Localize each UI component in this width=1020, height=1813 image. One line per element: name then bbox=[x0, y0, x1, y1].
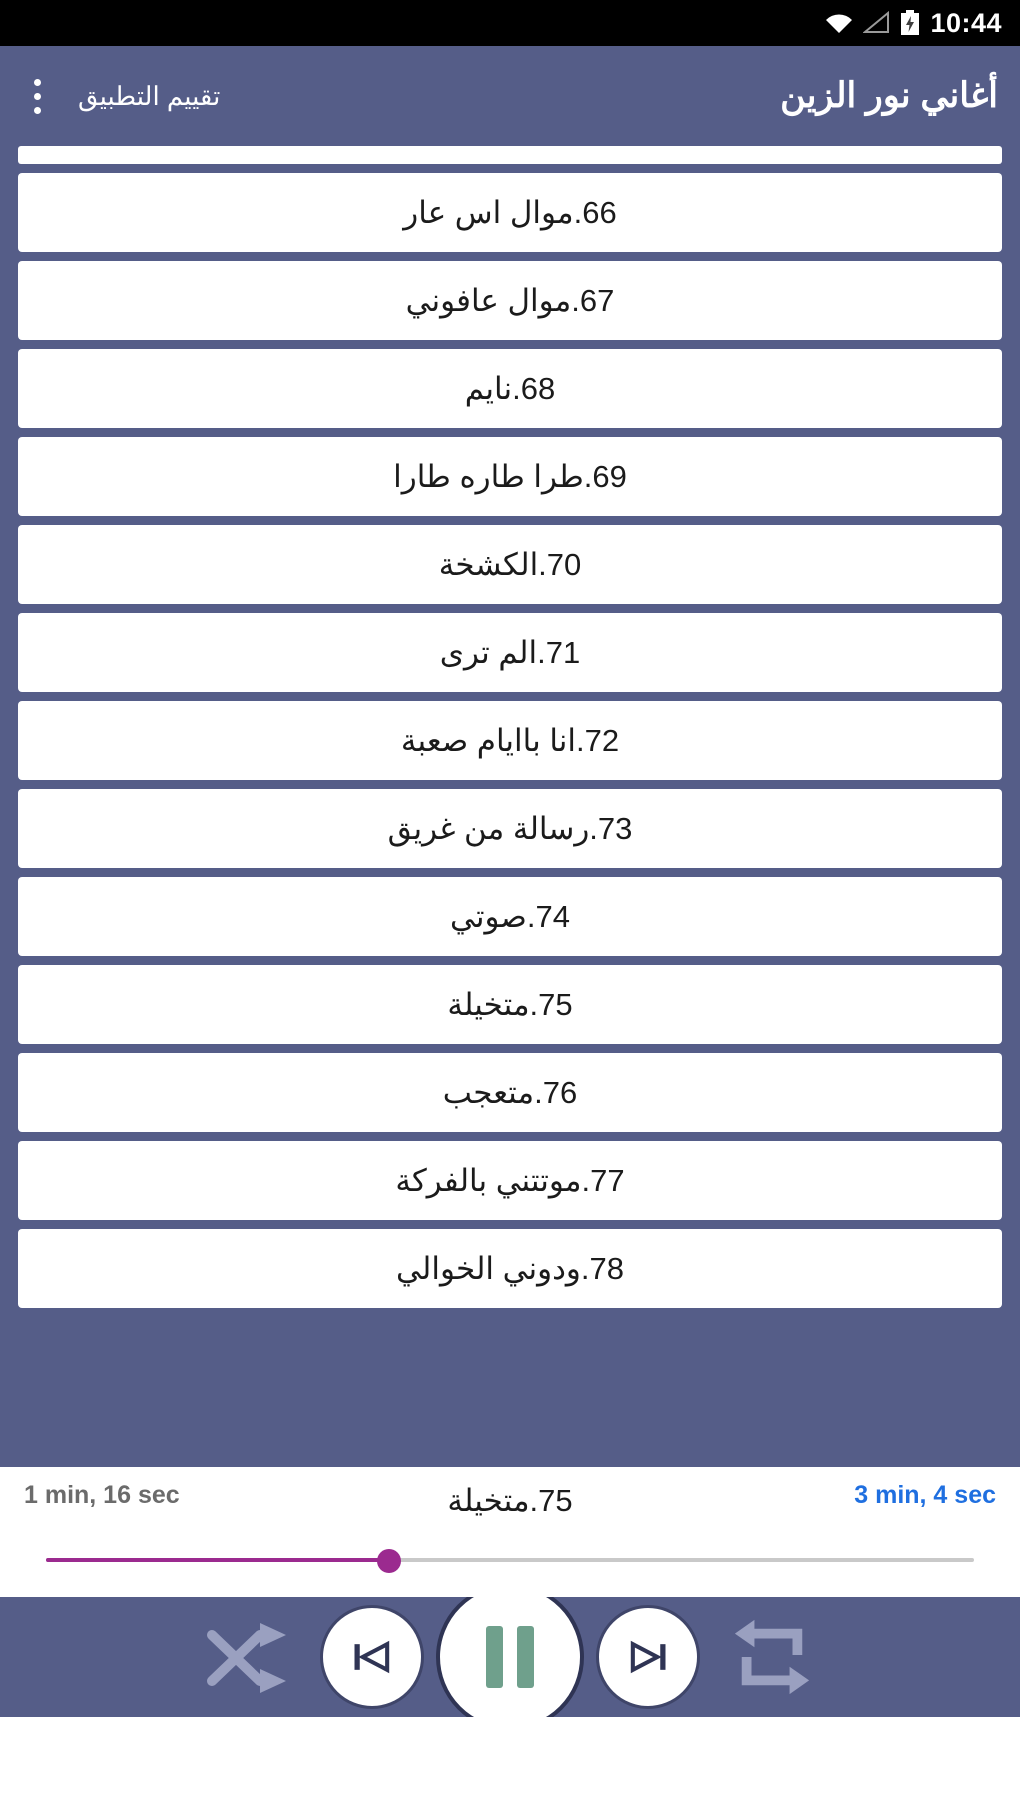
play-pause-button[interactable] bbox=[436, 1583, 584, 1731]
next-track-icon bbox=[620, 1629, 676, 1685]
list-item[interactable] bbox=[18, 965, 1002, 1044]
total-time: 3 min, 4 sec bbox=[854, 1481, 996, 1509]
dot bbox=[34, 93, 41, 100]
song-title: 73.رسالة من غريق bbox=[387, 811, 633, 846]
song-title: 66.موال اس عار bbox=[403, 195, 617, 230]
seek-progress bbox=[46, 1558, 389, 1562]
list-item[interactable] bbox=[18, 349, 1002, 428]
song-title: 69.طرا طاره طارا bbox=[393, 459, 627, 494]
shuffle-icon bbox=[200, 1617, 296, 1697]
time-row bbox=[24, 1481, 996, 1510]
song-title: 77.موتتني بالفركة bbox=[395, 1163, 625, 1198]
previous-track-button[interactable] bbox=[320, 1605, 424, 1709]
repeat-button[interactable] bbox=[706, 1602, 838, 1712]
rate-app-button[interactable]: تقييم التطبيق bbox=[78, 80, 221, 111]
now-playing-title: 75.متخيلة bbox=[447, 1483, 573, 1518]
overflow-menu-icon[interactable] bbox=[14, 67, 60, 125]
status-bar bbox=[0, 0, 1020, 46]
now-playing-bar bbox=[0, 1467, 1020, 1597]
pause-bar bbox=[517, 1626, 534, 1688]
status-bar-icons bbox=[824, 10, 920, 36]
song-title: 67.موال عافوني bbox=[405, 283, 615, 318]
pause-icon bbox=[486, 1626, 534, 1688]
list-item[interactable] bbox=[18, 261, 1002, 340]
seek-bar[interactable] bbox=[46, 1545, 974, 1575]
wifi-icon bbox=[824, 11, 854, 35]
seek-thumb[interactable] bbox=[377, 1549, 401, 1573]
list-item[interactable] bbox=[18, 525, 1002, 604]
song-list[interactable] bbox=[0, 146, 1020, 1467]
list-item[interactable] bbox=[18, 877, 1002, 956]
list-item[interactable] bbox=[18, 437, 1002, 516]
song-title: 70.الكشخة bbox=[438, 547, 582, 582]
list-item[interactable] bbox=[18, 1141, 1002, 1220]
signal-icon bbox=[863, 11, 891, 35]
song-title: 75.متخيلة bbox=[447, 987, 573, 1022]
battery-charging-icon bbox=[900, 10, 920, 36]
song-title: 74.صوتي bbox=[450, 899, 570, 934]
shuffle-button[interactable] bbox=[182, 1602, 314, 1712]
song-title: 71.الم ترى bbox=[439, 635, 581, 670]
list-item[interactable] bbox=[18, 1053, 1002, 1132]
previous-track-icon bbox=[344, 1629, 400, 1685]
app-bar bbox=[0, 46, 1020, 146]
list-item[interactable] bbox=[18, 701, 1002, 780]
list-item[interactable] bbox=[18, 173, 1002, 252]
pause-bar bbox=[486, 1626, 503, 1688]
elapsed-time: 1 min, 16 sec bbox=[24, 1481, 180, 1509]
list-item[interactable] bbox=[18, 789, 1002, 868]
status-bar-clock: 10:44 bbox=[930, 7, 1002, 38]
song-title: 76.متعجب bbox=[442, 1075, 578, 1110]
dot bbox=[34, 79, 41, 86]
dot bbox=[34, 107, 41, 114]
repeat-icon bbox=[723, 1616, 821, 1698]
list-item-partial[interactable] bbox=[18, 146, 1002, 164]
page-title: أغاني نور الزين bbox=[780, 76, 998, 115]
next-track-button[interactable] bbox=[596, 1605, 700, 1709]
song-title: 68.نايم bbox=[464, 371, 556, 406]
list-item[interactable] bbox=[18, 1229, 1002, 1308]
song-title: 72.انا باايام صعبة bbox=[400, 723, 620, 758]
list-item[interactable] bbox=[18, 613, 1002, 692]
song-title: 78.ودوني الخوالي bbox=[396, 1251, 624, 1286]
bottom-spacer bbox=[0, 1717, 1020, 1813]
